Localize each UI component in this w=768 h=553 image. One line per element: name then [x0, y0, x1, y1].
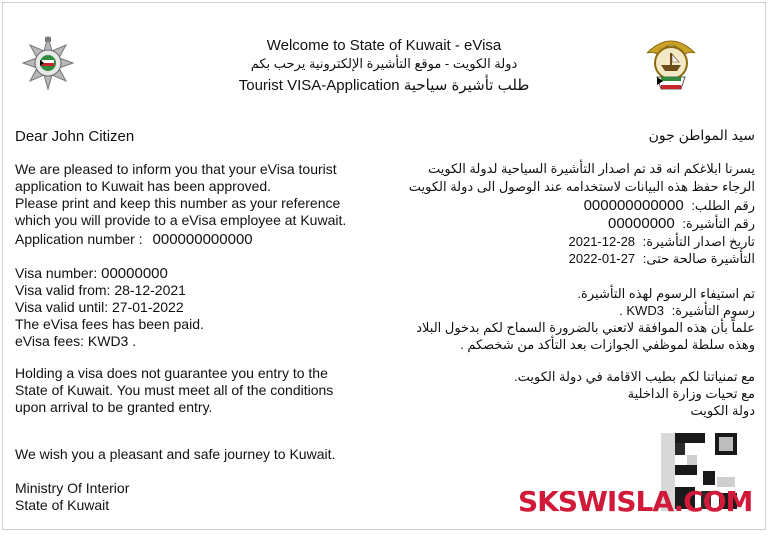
- visa-number-arabic: 00000000: [608, 215, 675, 232]
- greeting-arabic: سيد المواطن جون: [648, 127, 755, 143]
- intro-arabic: يسرنا ابلاغكم انه قد تم اصدار التأشيرة السياحية لدولة الكويت: [427, 161, 755, 176]
- form-title: Tourist VISA-Application طلب تأشيرة سياحية: [238, 77, 530, 94]
- notice-arabic: وهذه سلطة لموظفي الجوازات بعد التأكد من شخصكم .: [460, 337, 755, 352]
- application-number: 000000000000: [152, 231, 253, 248]
- notice-arabic: علماً بأن هذه الموافقة لاتعني بالضرورة السماح لكم بدخول البلاد: [416, 320, 755, 335]
- issue-date-arabic-label: تاريخ اصدار التأشيرة:: [642, 234, 755, 249]
- signature-state: State of Kuwait: [15, 497, 110, 513]
- intro-line: application to Kuwait has been approved.: [15, 178, 272, 194]
- evisa-document: [2, 2, 766, 530]
- notice-line: Holding a visa does not guarantee you entry to the: [15, 365, 328, 381]
- application-number-row: [15, 231, 253, 248]
- notice-line: State of Kuwait. You must meet all of the conditions: [15, 382, 334, 398]
- page-title: Welcome to State of Kuwait - eVisa: [266, 37, 502, 54]
- watermark-text: SKSWISLA.COM: [518, 485, 753, 518]
- application-number-arabic-row: [584, 198, 755, 214]
- issue-date-arabic: 28-12-2021: [568, 234, 636, 249]
- fees-paid: The eVisa fees has been paid.: [15, 316, 204, 332]
- greeting: Dear John Citizen: [15, 128, 135, 145]
- intro-arabic: الرجاء حفظ هذه البيانات لاستخدامه عند الوصول الى دولة الكويت: [408, 179, 755, 194]
- wish-arabic: مع تمنياتنا لكم بطيب الاقامة في دولة الكويت.: [513, 369, 755, 384]
- intro-line: We are pleased to inform you that your eVisa tourist: [15, 161, 337, 177]
- wish-text: We wish you a pleasant and safe journey to Kuwait.: [15, 446, 336, 462]
- application-number-label: Application number :: [15, 231, 143, 247]
- visa-number-label: Visa number:: [15, 265, 98, 281]
- intro-line: which you will provide to a eVisa employee at Kuwait.: [15, 212, 347, 228]
- intro-line: Please print and keep this number as your reference: [15, 195, 341, 211]
- signature-ministry: Ministry Of Interior: [15, 480, 130, 496]
- valid-date-arabic-row: [569, 251, 755, 267]
- visa-number-arabic-label: رقم التأشيرة:: [682, 216, 755, 231]
- valid-date-arabic: 27-01-2022: [568, 251, 636, 266]
- visa-valid-from: Visa valid from: 28-12-2021: [15, 282, 186, 298]
- regards-arabic: مع تحيات وزارة الداخلية: [627, 386, 755, 401]
- visa-valid-until: Visa valid until: 27-01-2022: [15, 299, 184, 315]
- visa-fees: eVisa fees: KWD3 .: [15, 333, 137, 349]
- fees-paid-arabic: تم استيفاء الرسوم لهذه التأشيرة.: [577, 286, 755, 301]
- visa-number: 00000000: [101, 265, 168, 282]
- page-subtitle-arabic: دولة الكويت - موقع التأشيرة الإلكترونية يرحب بكم: [250, 56, 518, 71]
- visa-number-row: [15, 265, 168, 282]
- fees-arabic-row: [619, 303, 755, 319]
- application-number-arabic-label: رقم الطلب:: [691, 198, 755, 213]
- valid-date-arabic-label: التأشيرة صالحة حتى:: [642, 251, 755, 266]
- state-arabic: دولة الكويت: [690, 403, 755, 418]
- fees-arabic-label: رسوم التأشيرة:: [671, 303, 755, 318]
- visa-number-arabic-row: [608, 216, 755, 232]
- fees-arabic-value: KWD3 .: [619, 303, 664, 318]
- notice-line: upon arrival to be granted entry.: [15, 399, 213, 415]
- application-number-arabic: 000000000000: [583, 197, 684, 214]
- issue-date-arabic-row: [569, 234, 756, 250]
